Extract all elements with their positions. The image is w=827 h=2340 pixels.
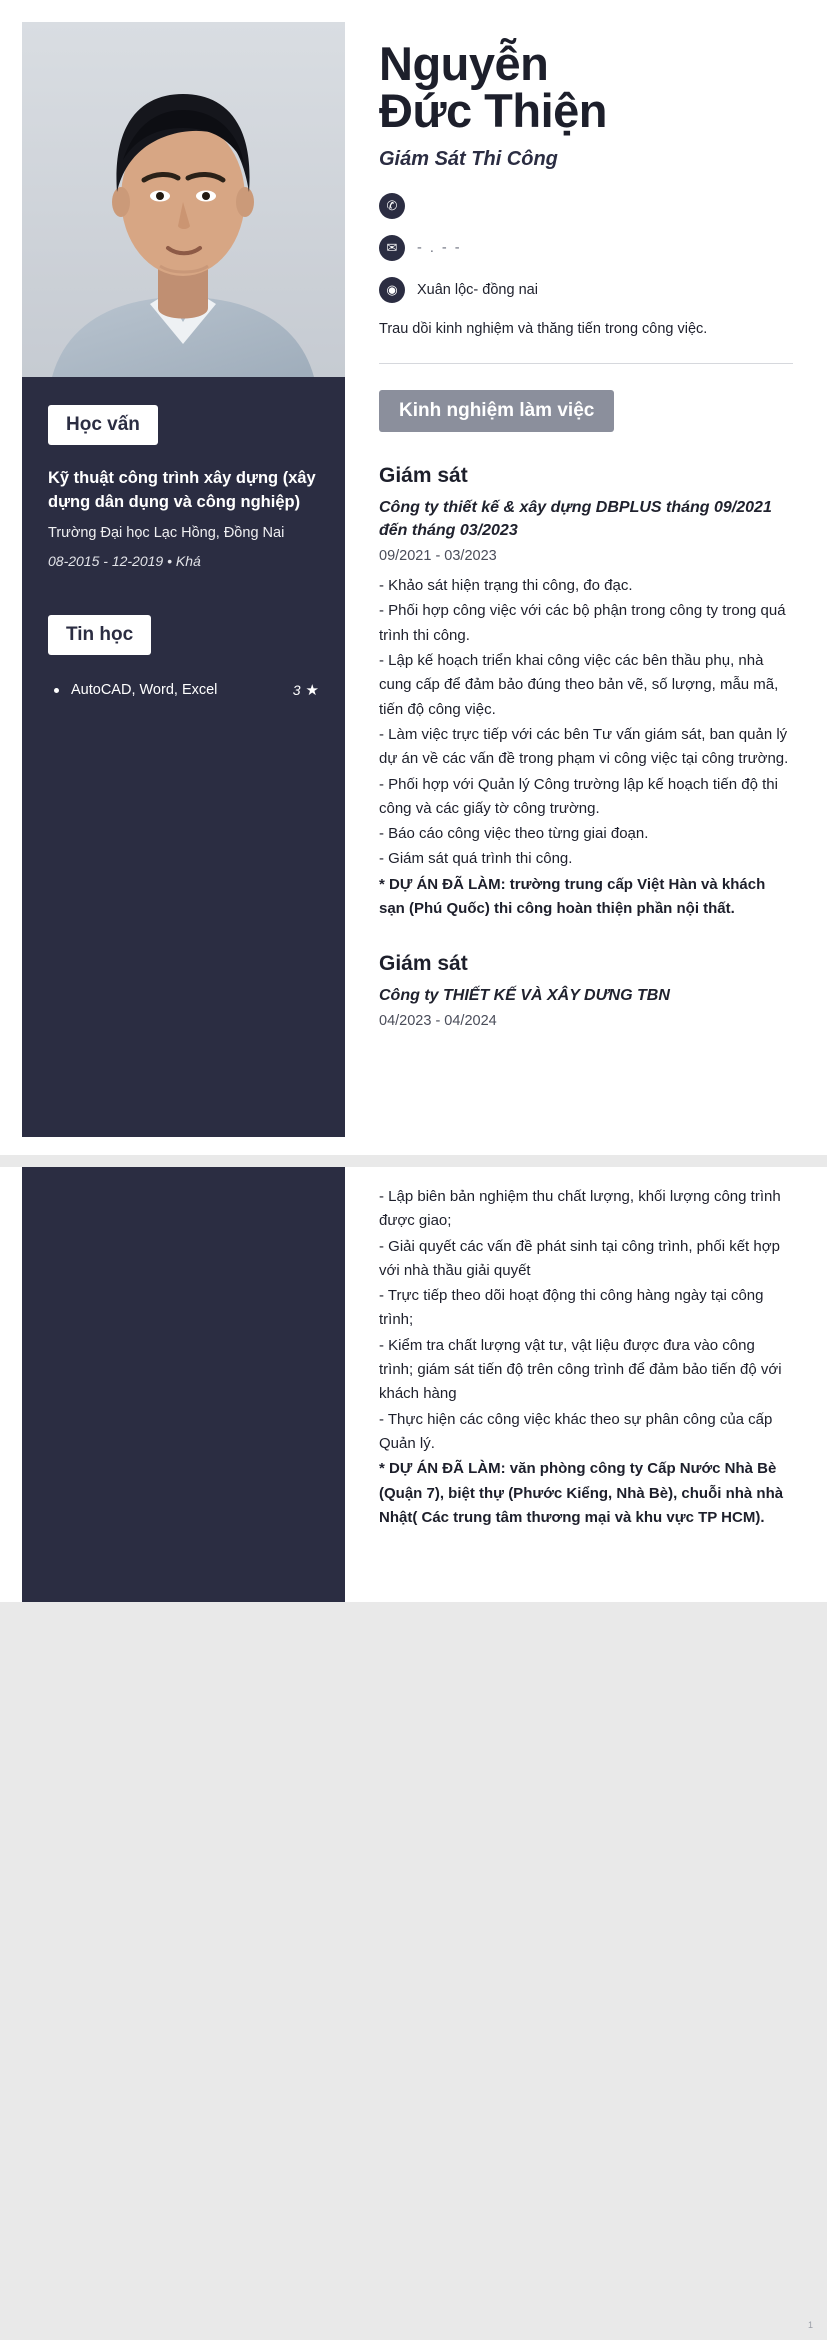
job-title: Giám sát [379, 952, 468, 976]
skill-rating: 3 [292, 682, 301, 699]
bullet-icon [54, 688, 59, 693]
page-break [0, 1155, 827, 1167]
job-line: - Lập kế hoạch triển khai công việc các bên thầu phụ, nhà cung cấp để đảm bảo đúng theo bản vẽ, số lượng, mẫu mã, tiến độ công việc. [379, 652, 779, 718]
cv-sheet-2 [0, 1167, 827, 1602]
job-line: - Báo cáo công việc theo từng giai đoạn. [379, 825, 649, 843]
job-dates: 04/2023 - 04/2024 [379, 1013, 497, 1030]
skill-name: AutoCAD, Word, Excel [71, 682, 218, 699]
job-line: - Lập biên bản nghiệm thu chất lượng, khối lượng công trình được giao; [379, 1188, 781, 1230]
cv-sheet-1 [0, 0, 827, 1155]
section-it-skills-label: Tin học [48, 615, 151, 655]
spacer [48, 573, 319, 615]
job-line-highlight: * DỰ ÁN ĐÃ LÀM: văn phòng công ty Cấp Nước Nhà Bè (Quận 7), biệt thự (Phước Kiểng, Nhà Bè), chuỗi nhà nhà Nhật( Các trung tâm thương mại và khu vực TP HCM). [379, 1460, 784, 1526]
page-number: 1 [807, 2320, 813, 2330]
experience-item [379, 952, 793, 1029]
contact-email [379, 235, 793, 261]
left-column-continued [0, 1167, 345, 1602]
location-value: Xuân lộc- đồng nai [417, 282, 538, 298]
left-column [0, 22, 345, 1137]
contact-phone [379, 193, 793, 219]
profile-summary: Trau dồi kinh nghiệm và thăng tiến trong công việc. [379, 321, 708, 337]
job-description-continued [379, 1167, 793, 1530]
divider [379, 363, 793, 364]
email-value: - . - - [417, 240, 462, 256]
job-line: - Làm việc trực tiếp với các bên Tư vấn giám sát, ban quản lý dự án về các vấn đề trong phạm vi công việc tại công trường. [379, 725, 789, 768]
sidebar-dark-panel [22, 377, 345, 1137]
sidebar-dark-panel-continued [22, 1167, 345, 1602]
spacer [379, 922, 793, 942]
job-company: Công ty THIẾT KẾ VÀ XÂY DƯNG TBN [379, 987, 670, 1005]
contact-location [379, 277, 793, 303]
right-column [345, 22, 827, 1137]
job-line: - Phối hợp công việc với các bộ phận trong công ty trong quá trình thi công. [379, 602, 786, 644]
job-line: - Thực hiện các công việc khác theo sự phân công của cấp Quản lý. [379, 1410, 773, 1452]
section-education-label: Học vấn [48, 405, 158, 445]
job-line: - Khảo sát hiện trạng thi công, đo đạc. [379, 577, 633, 595]
photo-illustration [22, 22, 345, 377]
profile-photo [22, 22, 345, 377]
job-line: - Trực tiếp theo dõi hoạt động thi công hàng ngày tại công trình; [379, 1287, 764, 1329]
job-title: Giám sát [379, 463, 468, 487]
education-item [48, 467, 319, 569]
job-role-subtitle: Giám Sát Thi Công [379, 148, 558, 170]
job-line: - Kiểm tra chất lượng vật tư, vật liệu được đưa vào công trình; giám sát tiến độ trên công trình để đảm bảo tiến độ với khách hàng [379, 1336, 782, 1403]
education-school: Trường Đại học Lạc Hồng, Đồng Nai [48, 524, 285, 541]
last-name: Đức Thiện [379, 84, 607, 137]
job-line: - Phối hợp với Quản lý Công trường lập kế hoạch tiến độ thi công và các giấy tờ công trường. [379, 775, 778, 817]
education-title: Kỹ thuật công trình xây dựng (xây dựng dân dụng và công nghiệp) [48, 469, 316, 511]
experience-item [379, 464, 793, 922]
job-line-highlight: * DỰ ÁN ĐÃ LÀM: trường trung cấp Việt Hàn và khách sạn (Phú Quốc) thi công hoàn thiện phần nội thất. [379, 875, 766, 917]
phone-icon: ✆ [379, 193, 405, 219]
right-column-continued [345, 1167, 827, 1602]
job-line: - Giám sát quá trình thi công. [379, 850, 573, 868]
job-company: Công ty thiết kế & xây dựng DBPLUS tháng 09/2021 đến tháng 03/2023 [379, 498, 772, 539]
job-dates: 09/2021 - 03/2023 [379, 548, 497, 565]
envelope-icon: ✉ [379, 235, 405, 261]
star-icon: ★ [305, 682, 319, 700]
job-description [379, 574, 793, 921]
map-pin-icon: ◉ [379, 277, 405, 303]
job-line: - Giải quyết các vấn đề phát sinh tại công trình, phối kết hợp với nhà thầu giải quyết [379, 1237, 780, 1279]
section-experience-label: Kinh nghiệm làm việc [379, 390, 614, 432]
education-meta: 08-2015 - 12-2019 • Khá [48, 553, 201, 570]
page-title [379, 37, 793, 137]
first-name: Nguyễn [379, 37, 549, 90]
list-item [48, 681, 319, 699]
